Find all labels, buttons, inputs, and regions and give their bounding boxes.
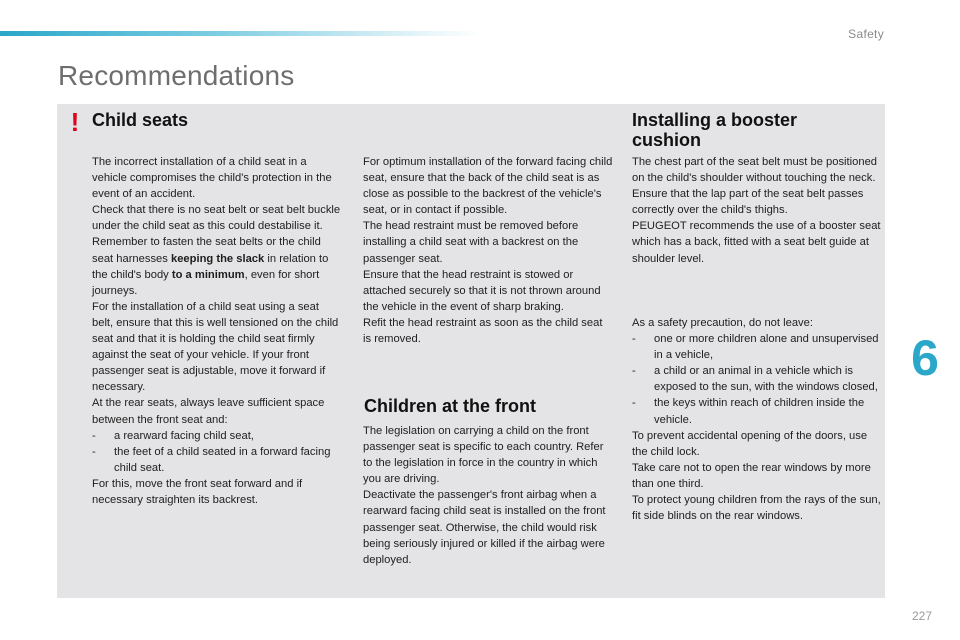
paragraph: For optimum installation of the forward facing child seat, ensure that the back of the child seat is as close as possible to the backrest of the vehicle's seat, or in contact if possible.	[363, 156, 613, 217]
list-item: - the feet of a child seated in a forward facing child seat.	[92, 445, 331, 474]
chapter-number: 6	[911, 330, 939, 386]
page-number: 227	[911, 609, 932, 623]
children-at-the-front-heading: Children at the front	[364, 396, 536, 416]
list-item: - the keys within reach of children inside the vehicle.	[632, 397, 865, 426]
paragraph: The head restraint must be removed before installing a child seat with a backrest on the passenger seat.	[363, 220, 579, 265]
list-item: - a rearward facing child seat,	[92, 429, 254, 442]
list-item: - one or more children alone and unsupervised in a vehicle,	[632, 333, 879, 362]
emphasis: keeping the slack	[170, 252, 265, 265]
paragraph: Remember to fasten the seat belts or the child seat harnesses keeping the slack in relation to the child's body to a minimum, even for short journeys.	[92, 236, 329, 297]
paragraph: At the rear seats, always leave sufficient space between the front seat and:	[92, 397, 325, 426]
paragraph: The legislation on carrying a child on the front passenger seat is specific to each country. Refer to the legislation in force in the country in which you are driving.	[363, 425, 604, 486]
paragraph: For this, move the front seat forward and if necessary straighten its backrest.	[92, 477, 303, 506]
paragraph: Ensure that the lap part of the seat belt passes correctly over the child's thighs.	[632, 188, 864, 217]
safety-precautions-text	[632, 315, 882, 524]
paragraph: Ensure that the head restraint is stowed or attached securely so that it is not thrown around the vehicle in the event of sharp braking.	[363, 268, 601, 313]
child-seats-heading: Child seats	[92, 110, 189, 130]
header-accent-bar	[0, 31, 480, 36]
paragraph: Check that there is no seat belt or seat belt buckle under the child seat as this could destabilise it.	[92, 204, 341, 233]
list-item: - a child or an animal in a vehicle which is exposed to the sun, with the windows closed,	[632, 365, 878, 394]
paragraph: Refit the head restraint as soon as the child seat is removed.	[363, 316, 603, 346]
children-front-text	[363, 423, 615, 568]
paragraph: The incorrect installation of a child seat in a vehicle compromises the child's protection in the event of an accident.	[92, 156, 332, 201]
section-name: Safety	[848, 27, 884, 41]
child-seats-column-1	[92, 154, 342, 508]
emphasis: to a minimum	[171, 268, 245, 281]
child-seats-column-2	[363, 154, 613, 347]
paragraph: Deactivate the passenger's front airbag when a rearward facing child seat is installed on the front passenger seat. Otherwise, the child would risk being seriously injured or killed if the airbag were deployed.	[363, 489, 606, 566]
paragraph: PEUGEOT recommends the use of a booster seat which has a back, fitted with a seat belt guide at shoulder level.	[632, 220, 881, 265]
paragraph: As a safety precaution, do not leave:	[632, 317, 813, 329]
warning-exclamation-icon: !	[70, 107, 80, 137]
booster-cushion-text	[632, 154, 882, 267]
paragraph: Take care not to open the rear windows by more than one third.	[632, 461, 871, 490]
page-title: Recommendations	[58, 60, 295, 91]
booster-cushion-heading: Installing a booster cushion	[632, 110, 798, 150]
paragraph: To protect young children from the rays of the sun, fit side blinds on the rear windows.	[632, 494, 881, 523]
paragraph: To prevent accidental opening of the doors, use the child lock.	[632, 429, 868, 458]
paragraph: For the installation of a child seat using a seat belt, ensure that this is well tensioned on the child seat and that it is holding the child seat firmly against the seat of your vehicle. If your front passenger seat is adjustable, move it forward if necessary.	[92, 300, 339, 394]
paragraph: The chest part of the seat belt must be positioned on the child's shoulder without touching the neck.	[632, 156, 878, 185]
